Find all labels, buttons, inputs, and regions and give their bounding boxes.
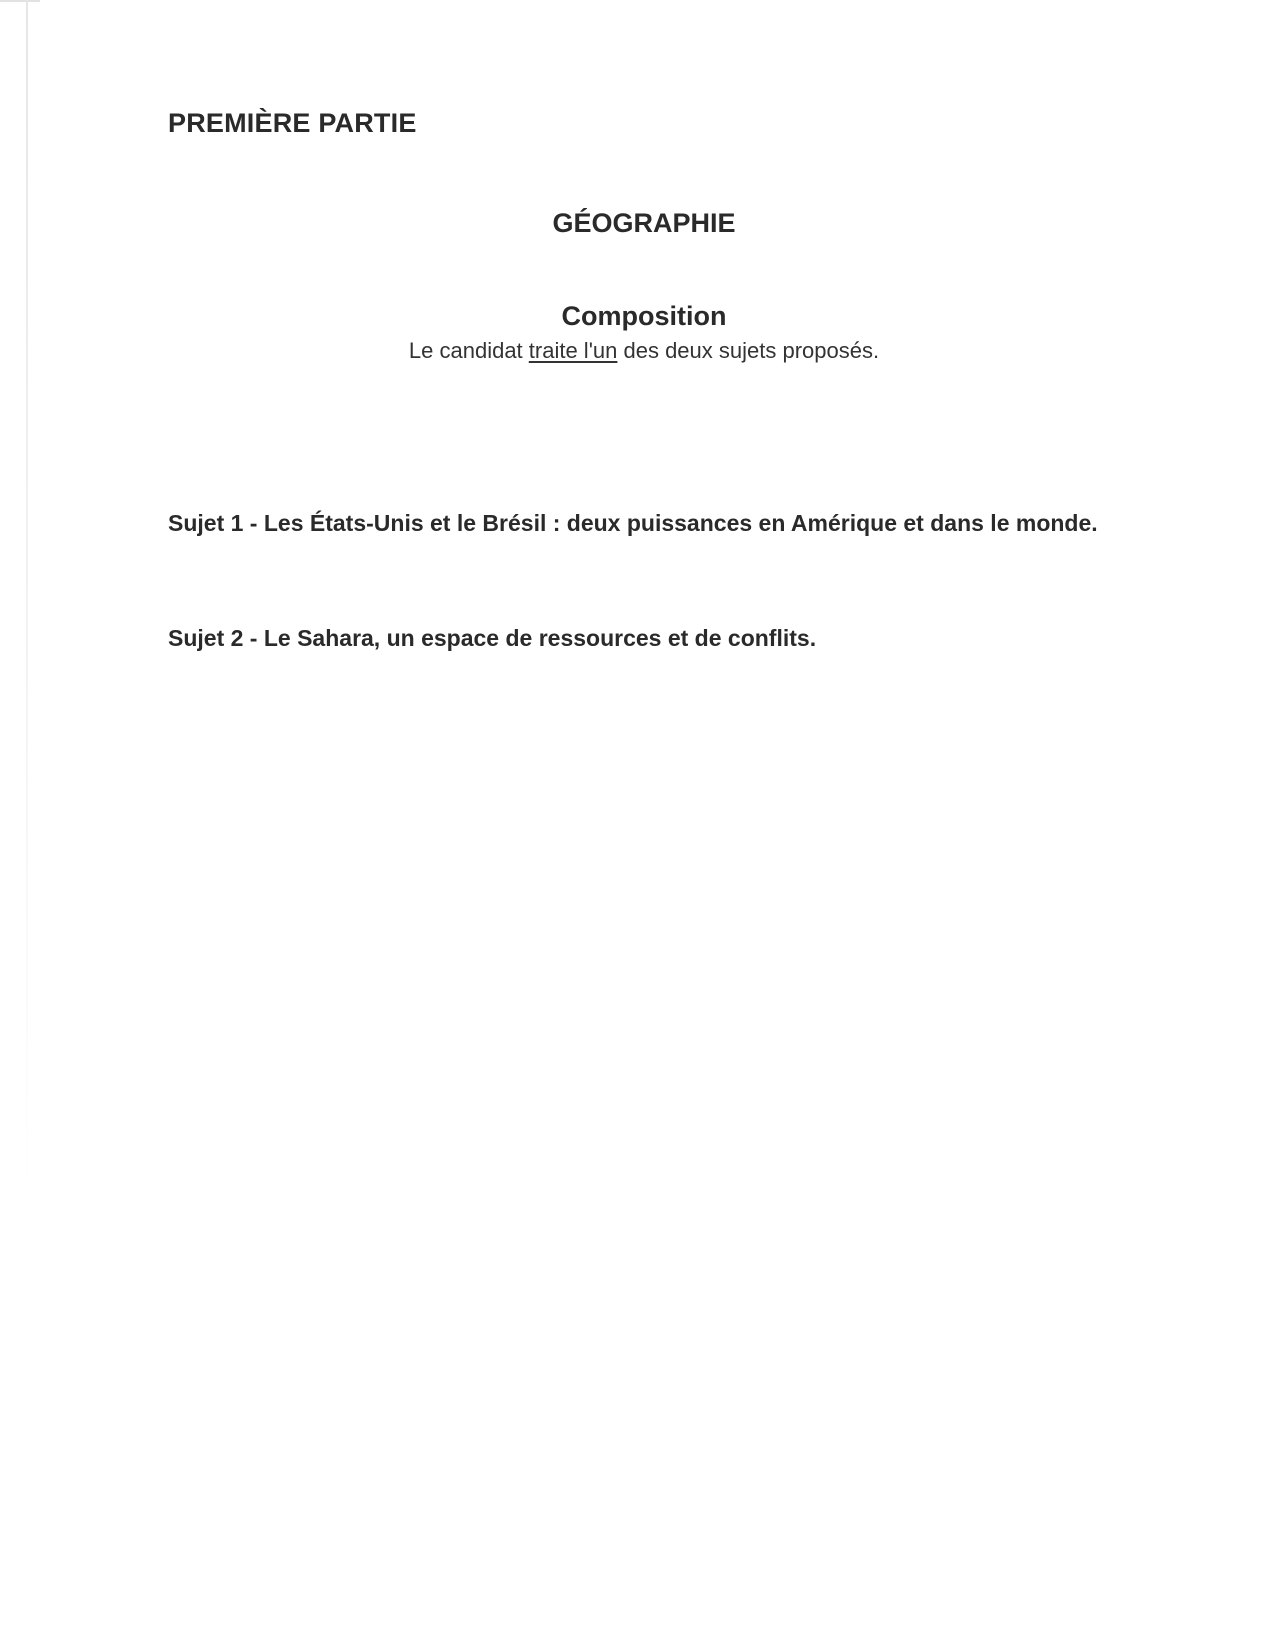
exercise-title: Composition [561, 301, 727, 331]
sujet-1-label: Sujet 1 - [168, 510, 264, 536]
sujet-1-text: Les États-Unis et le Brésil : deux puissances en Amérique et dans le monde. [263, 510, 1098, 536]
sujet-1 [168, 509, 1120, 538]
instruction-before: Le candidat [408, 338, 529, 363]
instruction-after: des deux sujets proposés. [617, 338, 880, 363]
partie-title: PREMIÈRE PARTIE [168, 108, 417, 138]
scan-corner-mark [0, 0, 40, 2]
instruction-underlined: traite l'un [528, 338, 618, 363]
scan-edge [26, 0, 28, 1200]
section-title: GÉOGRAPHIE [552, 208, 736, 238]
sujet-2-label: Sujet 2 - [168, 625, 264, 651]
sujet-2-text: Le Sahara, un espace de ressources et de conflits. [263, 625, 817, 651]
instruction-text [0, 338, 1275, 364]
sujet-2 [168, 624, 1120, 653]
